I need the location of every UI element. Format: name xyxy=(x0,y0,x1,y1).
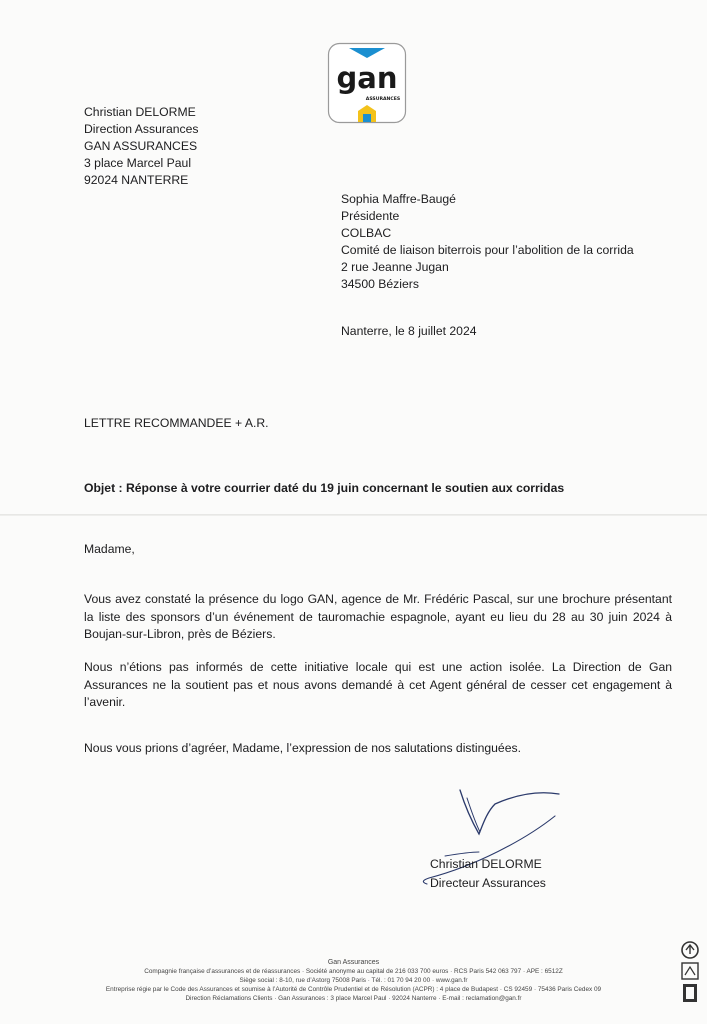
logo-house-door xyxy=(363,114,371,122)
recipient-org-full: Comité de liaison biterrois pour l’abolition de la corrida xyxy=(341,243,634,257)
sender-name: Christian DELORME xyxy=(84,105,196,119)
footer-legal-line: Entreprise régie par le Code des Assurances et soumise à l’Autorité de Contrôle Prudentiel et de Résolution (ACPR) : 4 place de Budapest · CS 92459 · 75436 Paris Cedex 09 xyxy=(105,986,602,993)
footer-brand: Gan Assurances xyxy=(327,959,380,966)
logo-brand: gan xyxy=(336,61,398,95)
letter-subject: Objet : Réponse à votre courrier daté du 19 juin concernant le soutien aux corridas xyxy=(84,481,565,495)
footer-legal-line: Compagnie française d’assurances et de réassurances · Société anonyme au capital de 216 033 700 euros · RCS Paris 542 063 797 · APE : 6512Z xyxy=(144,968,563,975)
paper-fold xyxy=(0,514,707,516)
recycling-icon xyxy=(678,940,702,1006)
registered-mail-notice: LETTRE RECOMMANDEE + A.R. xyxy=(84,416,269,430)
footer-legal-line: Siège social : 8-10, rue d’Astorg 75008 Paris · Tél. : 01 70 94 20 00 · www.gan.fr xyxy=(239,977,468,984)
sender-street: 3 place Marcel Paul xyxy=(84,156,192,170)
gan-logo xyxy=(327,42,407,124)
body-paragraph: Nous n’étions pas informés de cette initiative locale qui est une action isolée. La Direction de Gan Assurances ne la soutient pas et nous avons demandé à cet Agent général de cesser cet engagement à l’avenir. xyxy=(84,660,672,709)
sender-company: GAN ASSURANCES xyxy=(84,139,198,153)
recipient-name: Sophia Maffre-Baugé xyxy=(341,192,456,206)
sender-city: 92024 NANTERRE xyxy=(84,173,189,187)
signatory-title: Directeur Assurances xyxy=(430,876,546,890)
recipient-city: 34500 Béziers xyxy=(341,277,419,291)
logo-sub: ASSURANCES xyxy=(365,97,401,102)
recipient-street: 2 rue Jeanne Jugan xyxy=(341,260,449,274)
signatory-name: Christian DELORME xyxy=(430,857,542,871)
body-paragraph: Vous avez constaté la présence du logo GAN, agence de Mr. Frédéric Pascal, sur une brochure présentant la liste des sponsors d’un événement de tauromachie espagnole, ayant eu lieu du 28 au 30 juin 2024 à Boujan-sur-Libron, près de Béziers. xyxy=(84,592,672,641)
greeting: Madame, xyxy=(84,542,135,556)
sender-department: Direction Assurances xyxy=(84,122,199,136)
footer-legal-line: Direction Réclamations Clients · Gan Assurances : 3 place Marcel Paul · 92024 Nanterre · E-mail : reclamation@gan.fr xyxy=(185,995,522,1002)
letter-date: Nanterre, le 8 juillet 2024 xyxy=(341,324,477,338)
recipient-org: COLBAC xyxy=(341,226,392,240)
recipient-address xyxy=(341,191,634,293)
recipient-role: Présidente xyxy=(341,209,400,223)
sender-address xyxy=(84,104,198,189)
closing-formula: Nous vous prions d’agréer, Madame, l’expression de nos salutations distinguées. xyxy=(84,741,521,755)
